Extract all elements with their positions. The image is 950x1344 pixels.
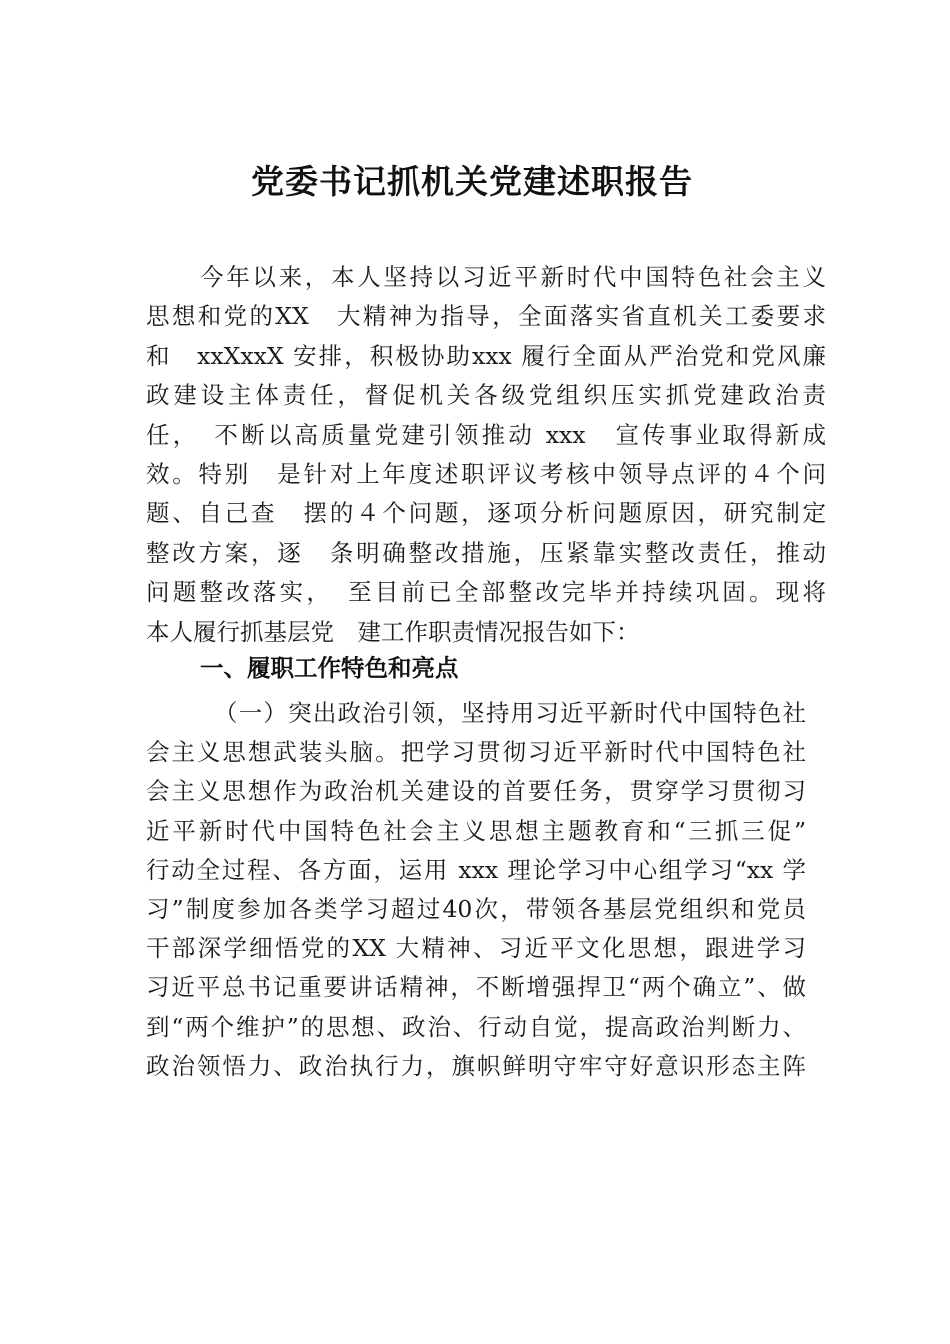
paragraph-line: 干部深学细悟党的XX 大精神、习近平文化思想，跟进学习 [146,934,806,963]
paragraph-line: 题、自己查 摆的４个问题，逐项分析问题原因，研究制定 [146,499,826,528]
paragraph-line: 政治领悟力、政治执行力，旗帜鲜明守牢守好意识形态主阵 [146,1051,806,1080]
paragraph-line: 问题整改落实， 至目前已全部整改完毕并持续巩固。现将 [146,578,826,607]
paragraph-line: 效。特别 是针对上年度述职评议考核中领导点评的４个问 [146,460,826,489]
paragraph-line: 今年以来，本人坚持以习近平新时代中国特色社会主义 [200,263,826,291]
paragraph-line: 行动全过程、各方面，运用 xxx 理论学习中心组学习“xx 学 [146,855,806,884]
paragraph-line: 到“两个维护”的思想、政治、行动自觉，提高政治判断力、 [146,1012,806,1041]
intro-paragraph [146,258,826,652]
paragraph-line: 习近平总书记重要讲话精神，不断增强捍卫“两个确立”、做 [146,973,806,1002]
paragraph-line: 政建设主体责任，督促机关各级党组织压实抓党建政治责 [146,381,826,410]
section-heading: 一、履职工作特色和亮点 [200,654,459,682]
paragraph-line: 会主义思想武装头脑。把学习贯彻习近平新时代中国特色社 [146,738,806,767]
paragraph-line: 本人履行抓基层党 建工作职责情况报告如下： [146,617,640,646]
paragraph-line: （一）突出政治引领，坚持用习近平新时代中国特色社 [214,699,806,727]
section-paragraph [146,694,808,1086]
paragraph-line: 整改方案，逐 条明确整改措施，压紧靠实整改责任，推动 [146,538,826,567]
paragraph-line: 任， 不断以高质量党建引领推动 xxx 宣传事业取得新成 [146,420,826,449]
document-title: 党委书记抓机关党建述职报告 [251,162,693,201]
paragraph-line: 会主义思想作为政治机关建设的首要任务，贯穿学习贯彻习 [146,777,806,806]
paragraph-line: 和 xxXxxX 安排，积极协助xxx 履行全面从严治党和党风廉 [146,341,826,370]
paragraph-line: 思想和党的XX 大精神为指导，全面落实省直机关工委要求 [146,302,826,331]
paragraph-line: 近平新时代中国特色社会主义思想主题教育和“三抓三促” [146,816,806,845]
paragraph-line: 习”制度参加各类学习超过40次，带领各基层党组织和党员 [146,895,806,924]
